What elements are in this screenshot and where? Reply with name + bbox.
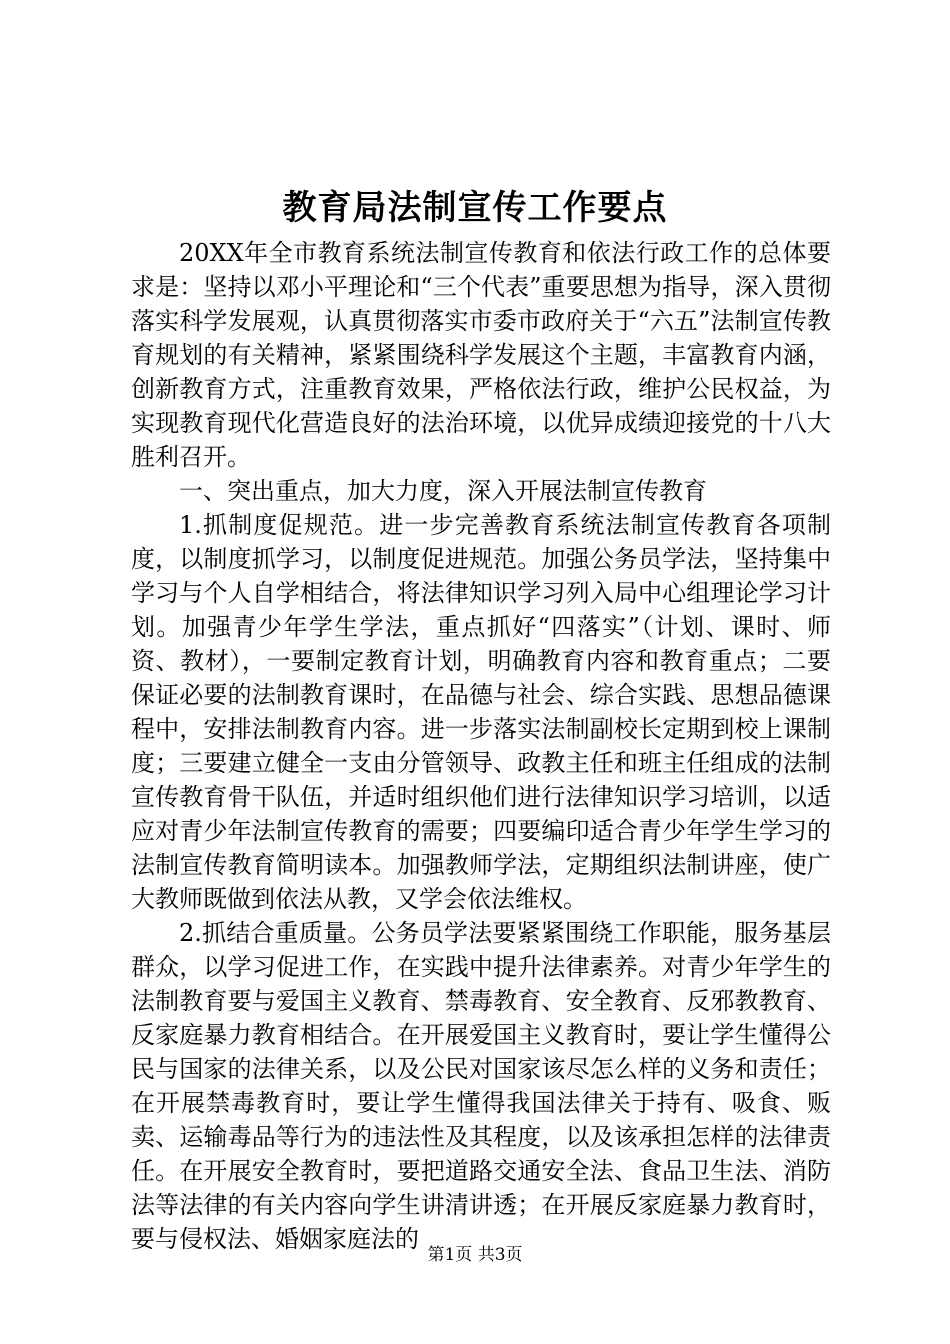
item-1-paragraph: 1.抓制度促规范。进一步完善教育系统法制宣传教育各项制度，以制度抓学习，以制度促进规范。加强公务员学法，坚持集中学习与个人自学相结合，将法律知识学习列入局中心组理论学习计划。加强青少年学生学法，重点抓好“四落实”（计划、课时、师资、教材），一要制定教育计划，明确教育内容和教育重点；二要保证必要的法制教育课时，在品德与社会、综合实践、思想品德课程中，安排法制教育内容。进一步落实法制副校长定期到校上课制度；三要建立健全一支由分管领导、政教主任和班主任组成的法制宣传教育骨干队伍，并适时组织他们进行法律知识学习培训，以适应对青少年法制宣传教育的需要；四要编印适合青少年学生学习的法制宣传教育简明读本。加强教师学法，定期组织法制讲座，使广大教师既做到依法从教，又学会依法维权。 [131,511,831,913]
page-number-footer: 第1页 共3页 [427,1245,523,1265]
item-2-paragraph: 2.抓结合重质量。公务员学法要紧紧围绕工作职能，服务基层群众，以学习促进工作，在实践中提升法律素养。对青少年学生的法制教育要与爱国主义教育、禁毒教育、安全教育、反邪教教育、反家庭暴力教育相结合。在开展爱国主义教育时，要让学生懂得公民与国家的法律关系，以及公民对国家该尽怎么样的义务和责任；在开展禁毒教育时，要让学生懂得我国法律关于持有、吸食、贩卖、运输毒品等行为的违法性及其程度，以及该承担怎样的法律责任。在开展安全教育时，要把道路交通安全法、食品卫生法、消防法等法律的有关内容向学生讲清讲透；在开展反家庭暴力教育时，要与侵权法、婚姻家庭法的 [131,919,831,1253]
section-heading: 一、突出重点，加大力度，深入开展法制宣传教育 [179,477,707,505]
document-title: 教育局法制宣传工作要点 [282,188,668,228]
document-body [131,236,831,1256]
intro-paragraph: 20XX年全市教育系统法制宣传教育和依法行政工作的总体要求是：坚持以邓小平理论和“三个代表”重要思想为指导，深入贯彻落实科学发展观，认真贯彻落实市委市政府关于“六五”法制宣传教育规划的有关精神，紧紧围绕科学发展这个主题，丰富教育内涵，创新教育方式，注重教育效果，严格依法行政，维护公民权益，为实现教育现代化营造良好的法治环境，以优异成绩迎接党的十八大胜利召开。 [131,239,831,471]
